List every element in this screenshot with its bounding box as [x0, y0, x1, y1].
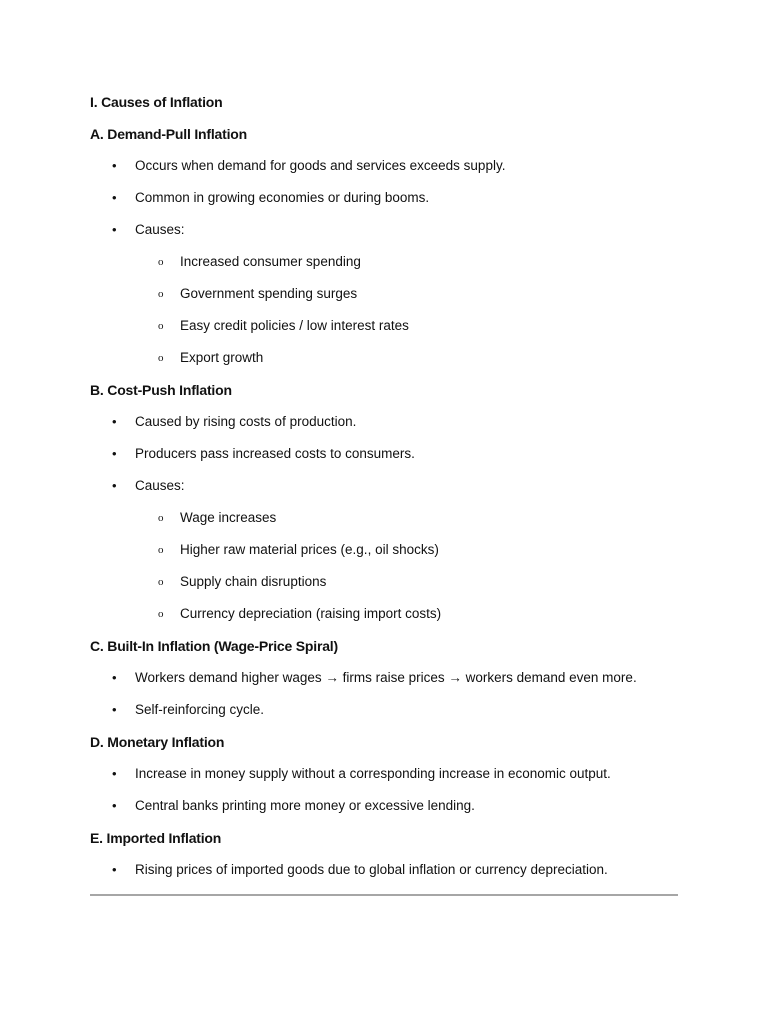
list-item: [90, 764, 680, 796]
sub-list-item: [90, 316, 680, 348]
sub-list-a: [90, 252, 680, 380]
list-item: [90, 668, 680, 700]
sub-bullet-marker: o: [158, 544, 164, 556]
list-item-text: Causes:: [135, 478, 185, 493]
bullet-marker: •: [112, 702, 117, 717]
list-item-text: Caused by rising costs of production.: [135, 414, 357, 429]
sub-list-item-text: Export growth: [180, 350, 264, 365]
sub-list-item: [90, 348, 680, 380]
sub-bullet-marker: o: [158, 256, 164, 268]
sub-bullet-marker: o: [158, 512, 164, 524]
list-item-text: Producers pass increased costs to consumers.: [135, 446, 415, 461]
sub-list-item-text: Easy credit policies / low interest rates: [180, 318, 409, 333]
list-item: [90, 476, 680, 508]
sub-bullet-marker: o: [158, 288, 164, 300]
list-item: [90, 700, 680, 732]
sub-bullet-marker: o: [158, 320, 164, 332]
section-heading-e: E. Imported Inflation: [90, 830, 222, 846]
bullet-marker: •: [112, 414, 117, 429]
bullet-marker: •: [112, 798, 117, 813]
sub-list-item-text: Supply chain disruptions: [180, 574, 327, 589]
section-heading-d: D. Monetary Inflation: [90, 734, 225, 750]
sub-list-b: [90, 508, 680, 636]
bullet-list-b: [90, 412, 680, 508]
sub-list-item-text: Higher raw material prices (e.g., oil shocks): [180, 542, 439, 557]
bullet-marker: •: [112, 670, 117, 685]
bullet-marker: •: [112, 862, 117, 877]
section-heading-a: A. Demand-Pull Inflation: [90, 126, 247, 142]
sub-list-item-text: Increased consumer spending: [180, 254, 361, 269]
sub-list-item: [90, 252, 680, 284]
bullet-marker: •: [112, 158, 117, 173]
sub-list-item: [90, 284, 680, 316]
horizontal-rule: [90, 894, 678, 896]
bullet-marker: •: [112, 446, 117, 461]
sub-list-item: [90, 540, 680, 572]
sub-bullet-marker: o: [158, 608, 164, 620]
sub-list-item: [90, 604, 680, 636]
sub-list-item-text: Currency depreciation (raising import costs): [180, 606, 442, 621]
document-body: [90, 92, 680, 892]
list-item-text: Rising prices of imported goods due to global inflation or currency depreciation.: [135, 862, 608, 877]
list-item: [90, 412, 680, 444]
sub-list-item-text: Government spending surges: [180, 286, 358, 301]
bullet-marker: •: [112, 190, 117, 205]
bullet-list-e: [90, 860, 680, 892]
bullet-list-c: [90, 668, 680, 732]
section-heading-c: C. Built-In Inflation (Wage-Price Spiral): [90, 638, 338, 654]
list-item: [90, 156, 680, 188]
sub-list-item: [90, 508, 680, 540]
list-item: [90, 220, 680, 252]
list-item-text: Self-reinforcing cycle.: [135, 702, 265, 717]
page-title: I. Causes of Inflation: [90, 94, 223, 110]
list-item: [90, 860, 680, 892]
list-item-text: Common in growing economies or during booms.: [135, 190, 430, 205]
bullet-marker: •: [112, 766, 117, 781]
bullet-list-d: [90, 764, 680, 828]
sub-bullet-marker: o: [158, 576, 164, 588]
list-item: [90, 444, 680, 476]
list-item-text: Occurs when demand for goods and services exceeds supply.: [135, 158, 506, 173]
bullet-marker: •: [112, 478, 117, 493]
bullet-marker: •: [112, 222, 117, 237]
sub-list-item-text: Wage increases: [180, 510, 277, 525]
list-item-text: Causes:: [135, 222, 185, 237]
list-item-text: Increase in money supply without a corresponding increase in economic output.: [135, 766, 611, 781]
list-item: [90, 188, 680, 220]
list-item-text: Central banks printing more money or excessive lending.: [135, 798, 475, 813]
list-item-text: Workers demand higher wages → firms raise prices → workers demand even more.: [135, 670, 637, 685]
sub-bullet-marker: o: [158, 352, 164, 364]
section-heading-b: B. Cost-Push Inflation: [90, 382, 232, 398]
sub-list-item: [90, 572, 680, 604]
bullet-list-a: [90, 156, 680, 252]
list-item: [90, 796, 680, 828]
